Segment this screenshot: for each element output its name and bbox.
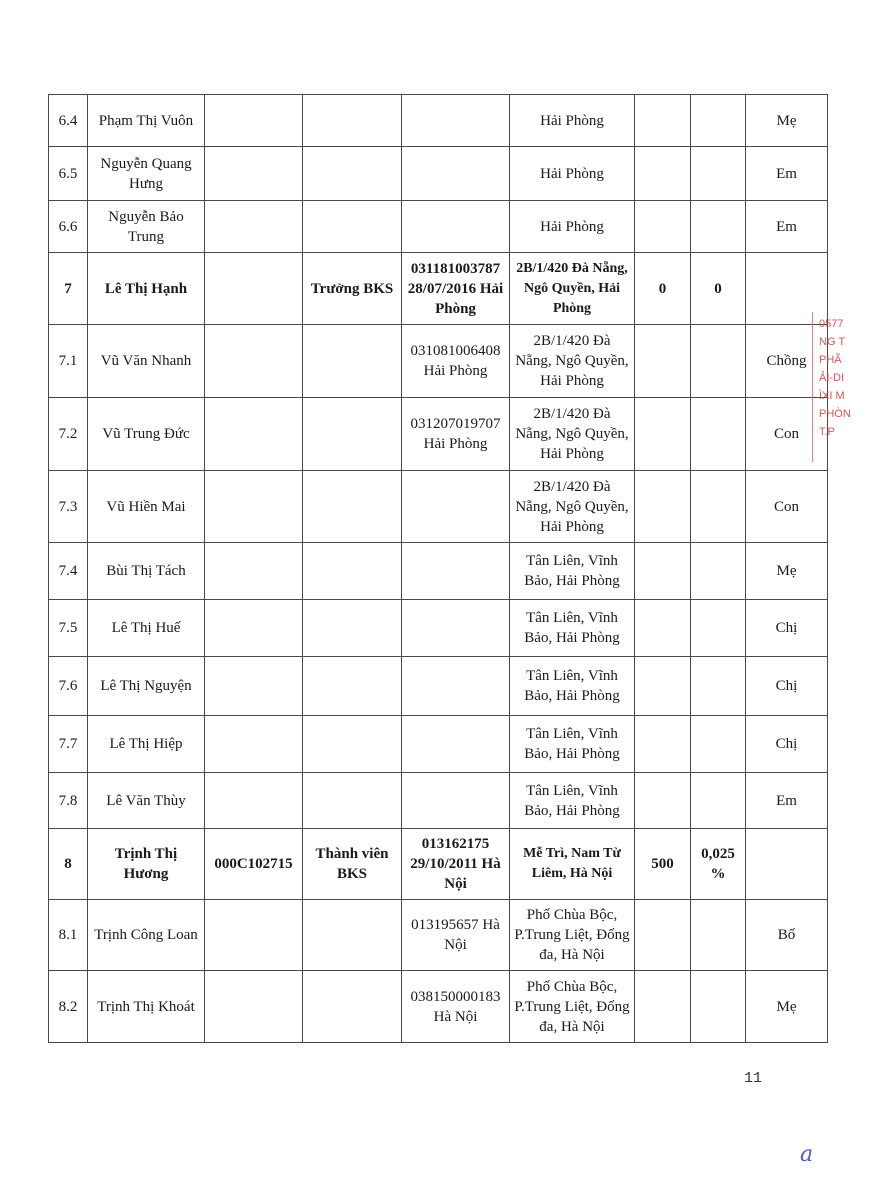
table-row — [49, 398, 828, 471]
address-cell: Hải Phòng — [510, 201, 635, 253]
table-row — [49, 600, 828, 657]
position-cell: Thành viên BKS — [303, 829, 402, 900]
id-number-cell — [402, 543, 510, 600]
shares-held-cell — [635, 773, 691, 829]
position-cell — [303, 95, 402, 147]
ownership-ratio-cell — [691, 657, 746, 716]
position-cell — [303, 325, 402, 398]
shareholder-relations-table — [48, 94, 828, 1043]
ownership-ratio-cell: 0,025 % — [691, 829, 746, 900]
seal-text-fragment: ÌXI M — [819, 390, 845, 402]
shareholder-code-cell — [205, 900, 303, 971]
shares-held-cell — [635, 398, 691, 471]
table-row — [49, 147, 828, 201]
row-number-cell: 7.5 — [49, 600, 88, 657]
ownership-ratio-cell: 0 — [691, 253, 746, 325]
position-cell — [303, 900, 402, 971]
full-name-cell: Lê Thị Hạnh — [88, 253, 205, 325]
row-number-cell: 8 — [49, 829, 88, 900]
address-cell: Tân Liên, Vĩnh Bảo, Hải Phòng — [510, 773, 635, 829]
seal-text-fragment: PHÒN — [819, 408, 851, 420]
shareholder-code-cell — [205, 773, 303, 829]
shares-held-cell — [635, 600, 691, 657]
full-name-cell: Bùi Thị Tách — [88, 543, 205, 600]
position-cell — [303, 971, 402, 1043]
full-name-cell: Lê Văn Thùy — [88, 773, 205, 829]
relationship-cell — [746, 829, 828, 900]
ownership-ratio-cell — [691, 471, 746, 543]
shares-held-cell — [635, 147, 691, 201]
ownership-ratio-cell — [691, 95, 746, 147]
full-name-cell: Nguyễn Bảo Trung — [88, 201, 205, 253]
relationship-cell: Chị — [746, 657, 828, 716]
relationship-cell: Bố — [746, 900, 828, 971]
address-cell: Mễ Trì, Nam Từ Liêm, Hà Nội — [510, 829, 635, 900]
ownership-ratio-cell — [691, 900, 746, 971]
table-row — [49, 471, 828, 543]
row-number-cell: 7 — [49, 253, 88, 325]
shareholder-code-cell — [205, 543, 303, 600]
shares-held-cell — [635, 325, 691, 398]
position-cell — [303, 471, 402, 543]
row-number-cell: 7.2 — [49, 398, 88, 471]
ownership-ratio-cell — [691, 773, 746, 829]
relationship-cell: Mẹ — [746, 95, 828, 147]
address-cell: Tân Liên, Vĩnh Bảo, Hải Phòng — [510, 600, 635, 657]
page-number: 11 — [744, 1070, 763, 1087]
id-number-cell: 038150000183 Hà Nội — [402, 971, 510, 1043]
table-row — [49, 201, 828, 253]
shareholder-code-cell: 000C102715 — [205, 829, 303, 900]
shares-held-cell — [635, 716, 691, 773]
position-cell — [303, 716, 402, 773]
table-row — [49, 716, 828, 773]
row-number-cell: 7.4 — [49, 543, 88, 600]
full-name-cell: Phạm Thị Vuôn — [88, 95, 205, 147]
full-name-cell: Nguyễn Quang Hưng — [88, 147, 205, 201]
id-number-cell — [402, 657, 510, 716]
id-number-cell: 013195657 Hà Nội — [402, 900, 510, 971]
ownership-ratio-cell — [691, 398, 746, 471]
shares-held-cell — [635, 543, 691, 600]
id-number-cell — [402, 147, 510, 201]
full-name-cell: Trịnh Thị Hương — [88, 829, 205, 900]
shares-held-cell — [635, 95, 691, 147]
full-name-cell: Lê Thị Hiệp — [88, 716, 205, 773]
table-row — [49, 543, 828, 600]
handwritten-initial: a — [800, 1142, 814, 1167]
address-cell: 2B/1/420 Đà Nẵng, Ngô Quyền, Hải Phòng — [510, 253, 635, 325]
address-cell: 2B/1/420 Đà Nẵng, Ngô Quyền, Hải Phòng — [510, 325, 635, 398]
seal-text-fragment: NG T — [819, 336, 846, 348]
position-cell — [303, 657, 402, 716]
shares-held-cell — [635, 657, 691, 716]
id-number-cell — [402, 773, 510, 829]
shareholder-code-cell — [205, 147, 303, 201]
shareholder-code-cell — [205, 325, 303, 398]
seal-text-fragment: ẢI-DI — [819, 372, 845, 384]
id-number-cell: 013162175 29/10/2011 Hà Nội — [402, 829, 510, 900]
ownership-ratio-cell — [691, 147, 746, 201]
relationship-cell: Em — [746, 773, 828, 829]
row-number-cell: 6.5 — [49, 147, 88, 201]
position-cell — [303, 398, 402, 471]
table-row — [49, 95, 828, 147]
shareholder-code-cell — [205, 201, 303, 253]
shareholder-code-cell — [205, 253, 303, 325]
row-number-cell: 7.7 — [49, 716, 88, 773]
address-cell: 2B/1/420 Đà Nẵng, Ngô Quyền, Hải Phòng — [510, 398, 635, 471]
full-name-cell: Trịnh Công Loan — [88, 900, 205, 971]
row-number-cell: 7.8 — [49, 773, 88, 829]
shares-held-cell: 500 — [635, 829, 691, 900]
table-row — [49, 253, 828, 325]
shares-held-cell — [635, 971, 691, 1043]
table-row — [49, 773, 828, 829]
row-number-cell: 6.6 — [49, 201, 88, 253]
shares-held-cell: 0 — [635, 253, 691, 325]
shareholder-code-cell — [205, 471, 303, 543]
shares-held-cell — [635, 471, 691, 543]
relationship-cell: Em — [746, 147, 828, 201]
address-cell: Phố Chùa Bộc, P.Trung Liệt, Đống đa, Hà Nội — [510, 900, 635, 971]
position-cell — [303, 201, 402, 253]
address-cell: Tân Liên, Vĩnh Bảo, Hải Phòng — [510, 543, 635, 600]
shareholder-code-cell — [205, 971, 303, 1043]
id-number-cell — [402, 600, 510, 657]
shareholder-code-cell — [205, 657, 303, 716]
row-number-cell: 8.1 — [49, 900, 88, 971]
id-number-cell — [402, 716, 510, 773]
full-name-cell: Vũ Trung Đức — [88, 398, 205, 471]
ownership-ratio-cell — [691, 201, 746, 253]
address-cell: Hải Phòng — [510, 95, 635, 147]
seal-text-fragment: 0577 — [819, 318, 844, 330]
table-row — [49, 325, 828, 398]
relationship-cell: Mẹ — [746, 971, 828, 1043]
full-name-cell: Lê Thị Huế — [88, 600, 205, 657]
relationship-cell: Chị — [746, 600, 828, 657]
address-cell: Phố Chùa Bộc, P.Trung Liệt, Đống đa, Hà Nội — [510, 971, 635, 1043]
relationship-cell: Mẹ — [746, 543, 828, 600]
shareholder-code-cell — [205, 716, 303, 773]
ownership-ratio-cell — [691, 543, 746, 600]
id-number-cell: 031081006408 Hải Phòng — [402, 325, 510, 398]
full-name-cell: Trịnh Thị Khoát — [88, 971, 205, 1043]
ownership-ratio-cell — [691, 971, 746, 1043]
full-name-cell: Lê Thị Nguyện — [88, 657, 205, 716]
table-body — [49, 95, 828, 1043]
shareholder-code-cell — [205, 95, 303, 147]
row-number-cell: 7.3 — [49, 471, 88, 543]
row-number-cell: 7.1 — [49, 325, 88, 398]
ownership-ratio-cell — [691, 716, 746, 773]
id-number-cell — [402, 471, 510, 543]
relationship-cell: Chị — [746, 716, 828, 773]
full-name-cell: Vũ Văn Nhanh — [88, 325, 205, 398]
id-number-cell: 031207019707 Hải Phòng — [402, 398, 510, 471]
row-number-cell: 6.4 — [49, 95, 88, 147]
red-seal-fragment — [812, 312, 871, 462]
full-name-cell: Vũ Hiền Mai — [88, 471, 205, 543]
relationship-cell: Em — [746, 201, 828, 253]
table-row — [49, 971, 828, 1043]
position-cell — [303, 773, 402, 829]
table-row — [49, 900, 828, 971]
table-row — [49, 829, 828, 900]
ownership-ratio-cell — [691, 325, 746, 398]
address-cell: Tân Liên, Vĩnh Bảo, Hải Phòng — [510, 657, 635, 716]
seal-text-fragment: PHÃ — [819, 354, 842, 366]
relationship-cell: Chồng — [746, 325, 828, 398]
id-number-cell — [402, 95, 510, 147]
address-cell: Hải Phòng — [510, 147, 635, 201]
seal-text-fragment: T.P — [819, 426, 835, 438]
relationship-cell: Con — [746, 471, 828, 543]
shares-held-cell — [635, 201, 691, 253]
shareholder-code-cell — [205, 398, 303, 471]
id-number-cell — [402, 201, 510, 253]
position-cell — [303, 600, 402, 657]
position-cell: Trưởng BKS — [303, 253, 402, 325]
table-row — [49, 657, 828, 716]
position-cell — [303, 147, 402, 201]
position-cell — [303, 543, 402, 600]
address-cell: Tân Liên, Vĩnh Bảo, Hải Phòng — [510, 716, 635, 773]
shareholder-code-cell — [205, 600, 303, 657]
row-number-cell: 8.2 — [49, 971, 88, 1043]
address-cell: 2B/1/420 Đà Nẵng, Ngô Quyền, Hải Phòng — [510, 471, 635, 543]
id-number-cell: 031181003787 28/07/2016 Hải Phòng — [402, 253, 510, 325]
relationship-cell: Con — [746, 398, 828, 471]
ownership-ratio-cell — [691, 600, 746, 657]
shares-held-cell — [635, 900, 691, 971]
row-number-cell: 7.6 — [49, 657, 88, 716]
